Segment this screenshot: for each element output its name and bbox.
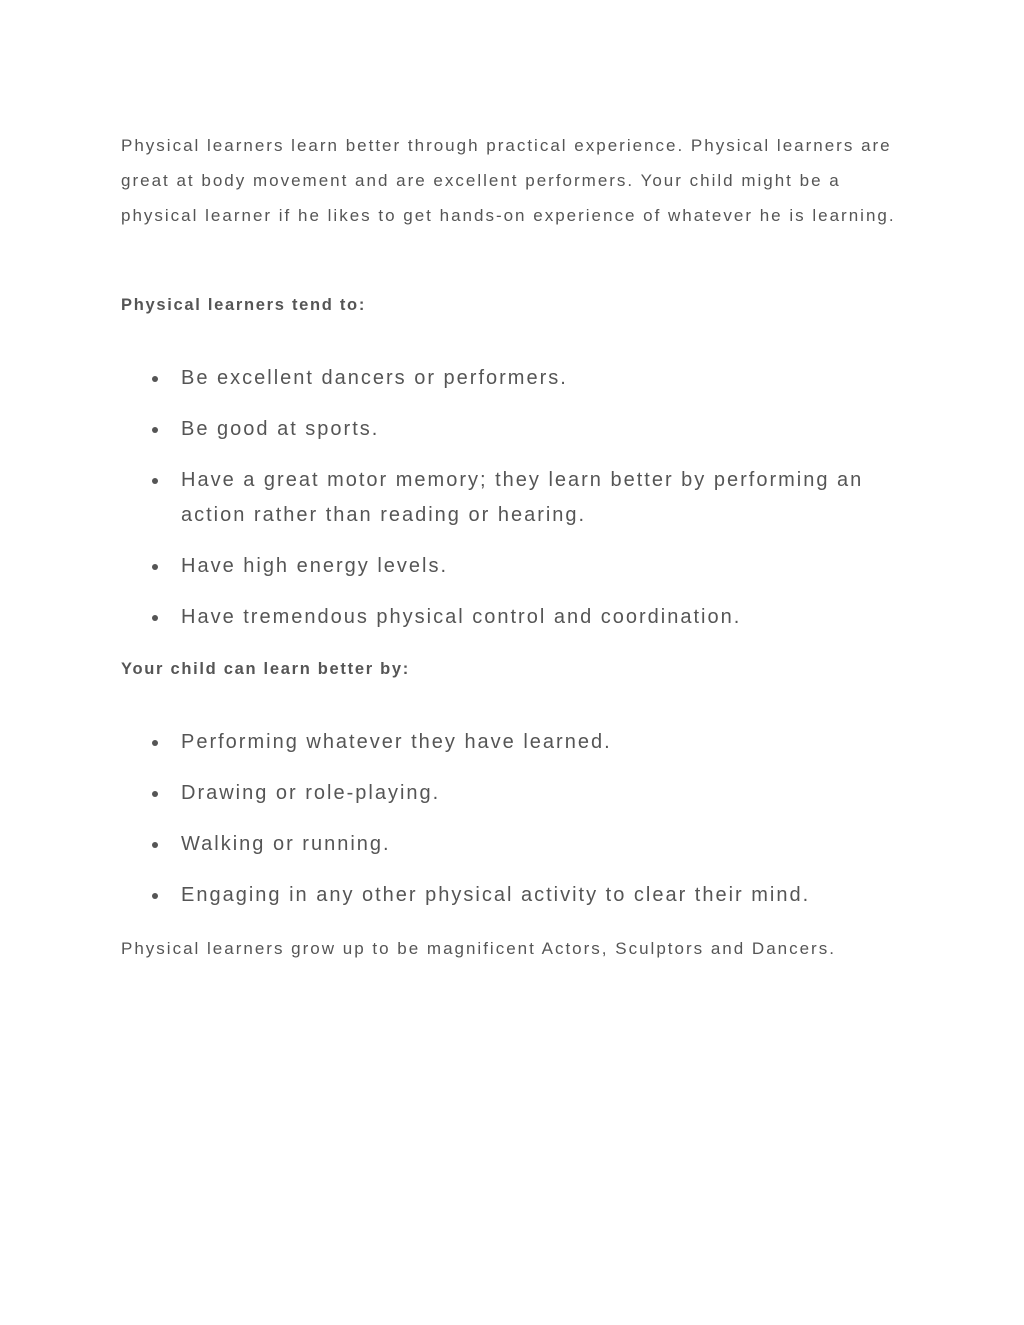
list-item (121, 412, 911, 447)
closing-paragraph: Physical learners grow up to be magnificent Actors, Sculptors and Dancers. (121, 939, 836, 958)
list-item (121, 827, 911, 862)
list-item-text: Drawing or role-playing. (181, 782, 441, 804)
bullet-icon (152, 478, 158, 484)
bullet-icon (152, 740, 158, 746)
list-item (121, 361, 911, 396)
list-item-text: Engaging in any other physical activity to clear their mind. (181, 884, 811, 906)
list-item (121, 725, 911, 760)
list-item-text: Have a great motor memory; they learn better by performing an action rather than reading or hearing. (181, 469, 864, 526)
list-item (121, 878, 911, 913)
document-page (121, 128, 911, 966)
bullet-icon (152, 791, 158, 797)
list-item (121, 776, 911, 811)
list-item (121, 600, 911, 635)
list-item-text: Have high energy levels. (181, 555, 449, 577)
bullet-icon (152, 564, 158, 570)
bullet-icon (152, 842, 158, 848)
list-item-text: Be excellent dancers or performers. (181, 367, 568, 389)
list-item-text: Be good at sports. (181, 418, 380, 440)
list-item-text: Performing whatever they have learned. (181, 731, 612, 753)
tend-to-list (121, 361, 911, 635)
learn-better-list (121, 725, 911, 913)
list-item (121, 549, 911, 584)
bullet-icon (152, 893, 158, 899)
bullet-icon (152, 376, 158, 382)
intro-paragraph: Physical learners learn better through practical experience. Physical learners are great at body movement and are excellent performers. Your child might be a physical learner if he likes to get hands-on experience of whatever he is learning. (121, 136, 896, 225)
bullet-icon (152, 615, 158, 621)
section-heading-learn-better: Your child can learn better by: (121, 660, 410, 678)
list-item-text: Walking or running. (181, 833, 391, 855)
section-heading-tend-to: Physical learners tend to: (121, 296, 367, 314)
bullet-icon (152, 427, 158, 433)
list-item (121, 463, 911, 533)
list-item-text: Have tremendous physical control and coordination. (181, 606, 742, 628)
